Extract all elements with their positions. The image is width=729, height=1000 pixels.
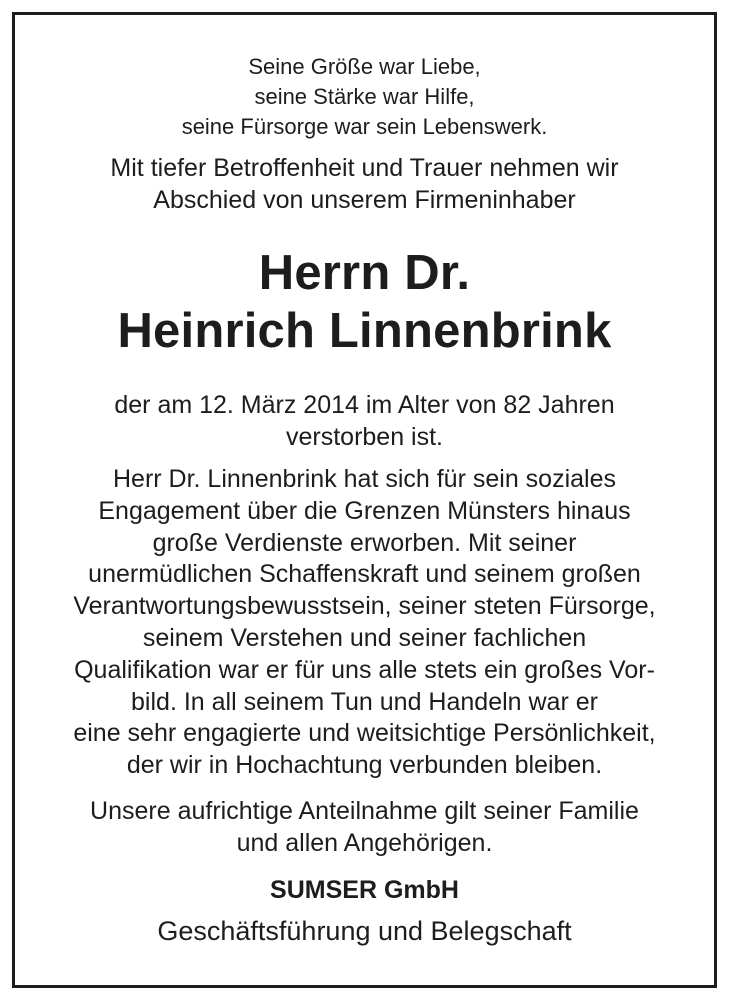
motto-verse — [0, 52, 729, 142]
motto-line: Seine Größe war Liebe, — [248, 54, 481, 79]
intro-text — [0, 152, 729, 216]
condolence-line: und allen Angehörigen. — [236, 829, 493, 857]
tribute-line: große Verdienste erworben. Mit seiner — [152, 528, 577, 557]
tribute-line: Engagement über die Grenzen Münsters hinaus — [98, 496, 631, 525]
intro-line: Abschied von unserem Firmeninhaber — [153, 186, 576, 214]
motto-line: seine Fürsorge war sein Lebenswerk. — [181, 114, 548, 139]
intro-line: Mit tiefer Betroffenheit und Trauer nehmen wir — [110, 154, 619, 182]
tribute-line: unermüdlichen Schaffenskraft und seinem großen — [88, 560, 641, 589]
death-notice-line: verstorben ist. — [285, 423, 443, 451]
death-notice — [0, 389, 729, 453]
tribute-line: Qualifikation war er für uns alle stets ein großes Vor- — [74, 655, 655, 684]
name-full-line: Heinrich Linnenbrink — [117, 304, 612, 358]
tribute-line: eine sehr engagierte und weitsichtige Persönlichkeit, — [73, 719, 656, 748]
condolence-text — [0, 795, 729, 859]
signature-department: Geschäftsführung und Belegschaft — [157, 916, 572, 946]
tribute-line: Herr Dr. Linnenbrink hat sich für sein soziales — [112, 465, 616, 493]
company-name: SUMSER GmbH — [270, 876, 459, 904]
tribute-paragraph — [0, 464, 729, 782]
deceased-name — [0, 244, 729, 360]
tribute-line: der wir in Hochachtung verbunden bleiben. — [126, 751, 603, 780]
tribute-line: Verantwortungsbewusstsein, seiner steten Fürsorge, — [73, 592, 656, 621]
name-title-line: Herrn Dr. — [258, 246, 471, 300]
motto-line: seine Stärke war Hilfe, — [254, 84, 475, 109]
tribute-line: seinem Verstehen und seiner fachlichen — [142, 623, 587, 652]
death-notice-line: der am 12. März 2014 im Alter von 82 Jahren — [114, 391, 615, 419]
condolence-line: Unsere aufrichtige Anteilnahme gilt seiner Familie — [90, 797, 639, 825]
tribute-line: bild. In all seinem Tun und Handeln war er — [131, 687, 598, 716]
